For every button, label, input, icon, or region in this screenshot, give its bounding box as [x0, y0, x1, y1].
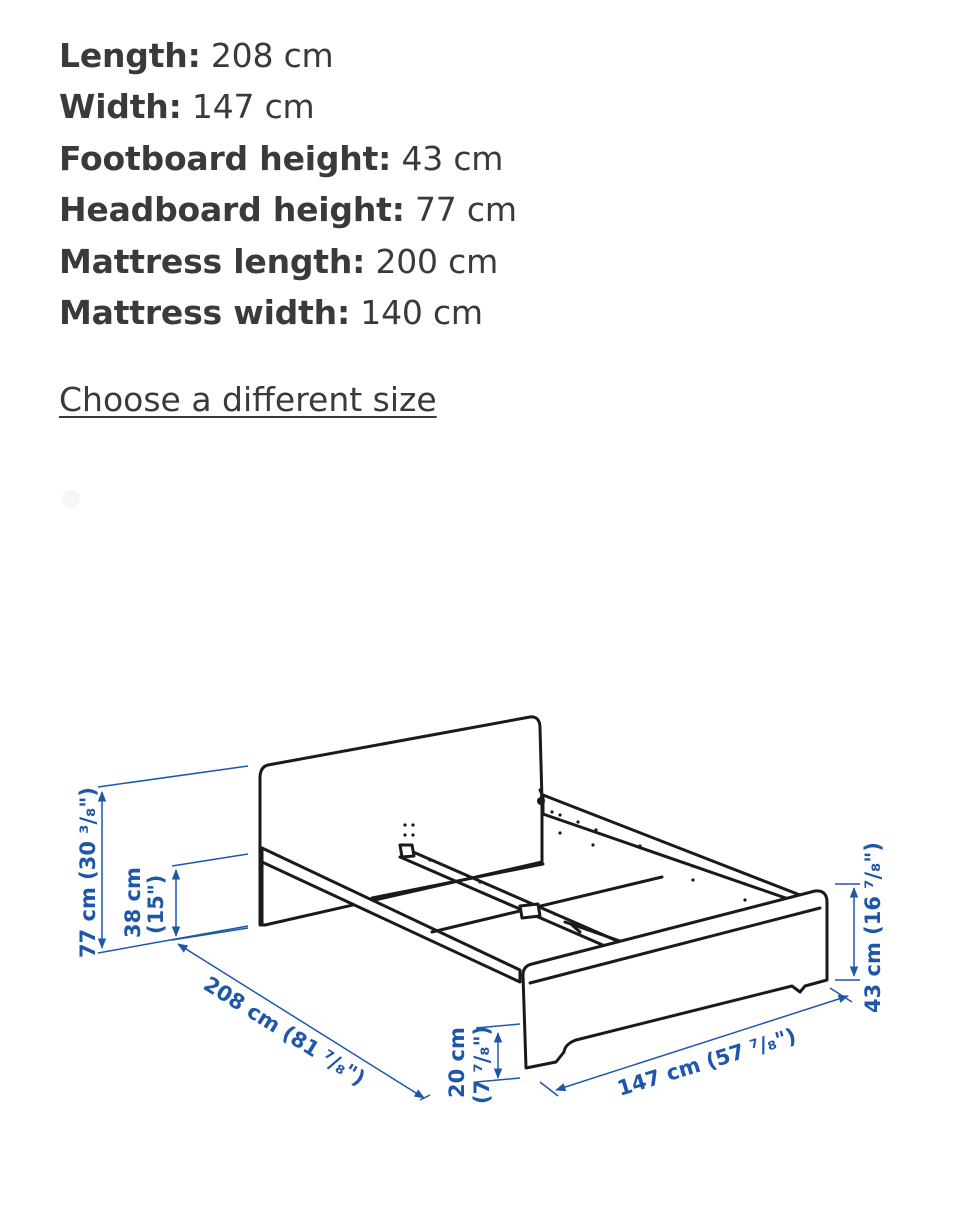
bed-dimension-drawing [0, 690, 960, 1150]
spec-value: 208 cm [210, 36, 334, 75]
spec-length [59, 30, 517, 81]
carousel-indicator [62, 490, 80, 508]
spec-mattress-length [59, 236, 517, 287]
bed-illustration [260, 717, 827, 1068]
spec-value: 77 cm [415, 190, 517, 230]
spec-label: Footboard height: [59, 138, 392, 178]
side-rail-height-in-label: (15") [144, 874, 168, 934]
spec-value: 140 cm [360, 293, 483, 333]
spec-value: 200 cm [375, 241, 499, 281]
footboard-height-label: 43 cm (16 ⁷/₈") [861, 842, 885, 1013]
spec-label: Width: [59, 87, 182, 127]
choose-different-size-link[interactable]: Choose a different size [59, 380, 437, 419]
spec-label: Headboard height: [59, 190, 405, 230]
spec-footboard-height [59, 133, 517, 184]
spec-value: 147 cm [191, 87, 315, 127]
spec-value: 43 cm [401, 138, 504, 178]
floor-clearance-cm-label: 20 cm [445, 1027, 469, 1098]
headboard-height-label: 77 cm (30 ³/₈") [76, 787, 100, 958]
spec-label: Mattress length: [59, 241, 366, 281]
bed-width-label: 147 cm (57 ⁷/₈") [614, 1023, 799, 1101]
product-dimensions-list [59, 30, 517, 338]
spec-label: Length: [59, 36, 201, 75]
spec-label: Mattress width: [59, 293, 350, 333]
floor-clearance-in-label: (7 ⁷/₈") [470, 1025, 494, 1104]
spec-mattress-width [59, 287, 517, 338]
bed-length-label: 208 cm (81 ⁷/₈") [199, 971, 370, 1091]
spec-headboard-height [59, 184, 517, 235]
side-rail-height-cm-label: 38 cm [121, 867, 145, 938]
spec-width [59, 81, 517, 132]
